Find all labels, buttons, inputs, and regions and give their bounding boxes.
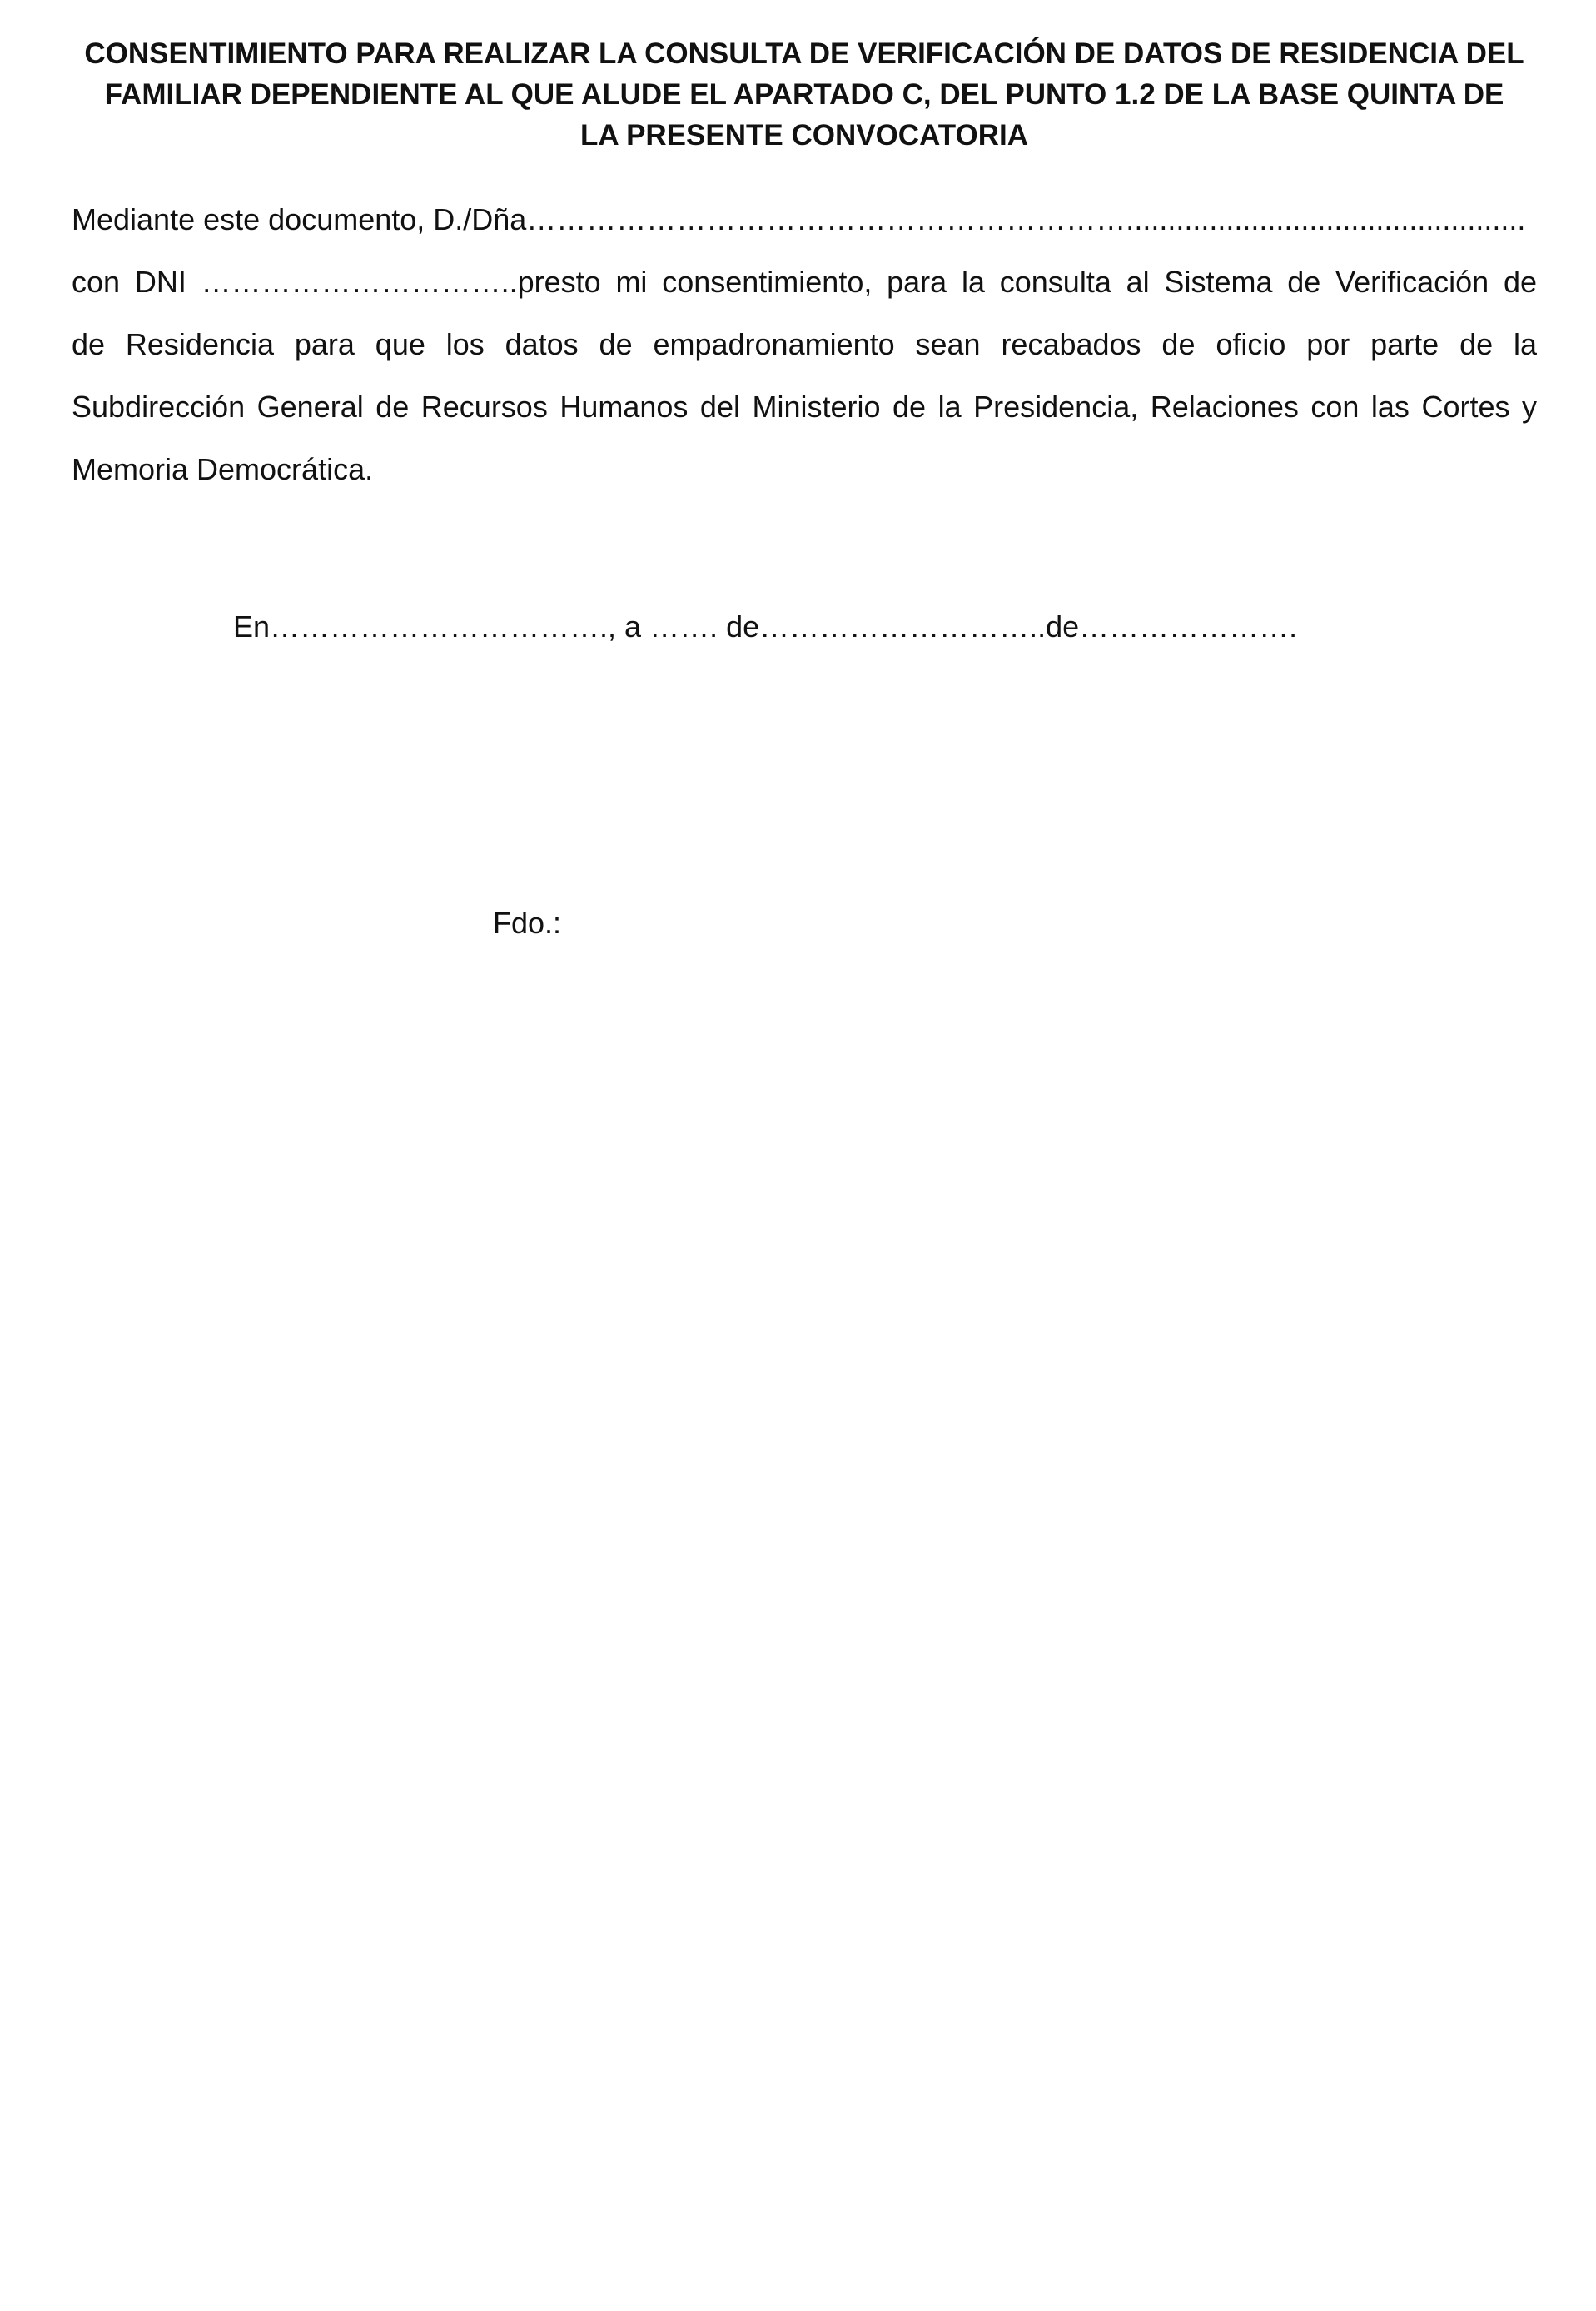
- document-title: [72, 33, 1537, 156]
- paragraph-line-3: de Residencia para que los datos de empadronamiento sean recabados de oficio por parte de la: [72, 327, 1537, 361]
- title-line-3: LA PRESENTE CONVOCATORIA: [579, 119, 1028, 152]
- consent-paragraph: [72, 188, 1537, 500]
- paragraph-line-1: Mediante este documento, D./Dña……………………………………………………................................................: [72, 202, 1526, 236]
- signature-label: Fdo.:: [493, 906, 562, 940]
- paragraph-line-5: Memoria Democrática.: [72, 452, 374, 486]
- title-line-1: CONSENTIMIENTO PARA REALIZAR LA CONSULTA DE VERIFICACIÓN DE DATOS DE RESIDENCIA DEL: [84, 37, 1524, 70]
- title-line-2: FAMILIAR DEPENDIENTE AL QUE ALUDE EL APARTADO C, DEL PUNTO 1.2 DE LA BASE QUINTA DE: [104, 78, 1504, 111]
- place-date-line: En……………………………., a ……. de………………………..de………………….: [233, 609, 1298, 644]
- paragraph-line-4: Subdirección General de Recursos Humanos del Ministerio de la Presidencia, Relaciones con las Cortes y: [72, 390, 1537, 424]
- paragraph-line-2: con DNI …………………………..presto mi consentimiento, para la consulta al Sistema de Verificación de: [72, 265, 1537, 299]
